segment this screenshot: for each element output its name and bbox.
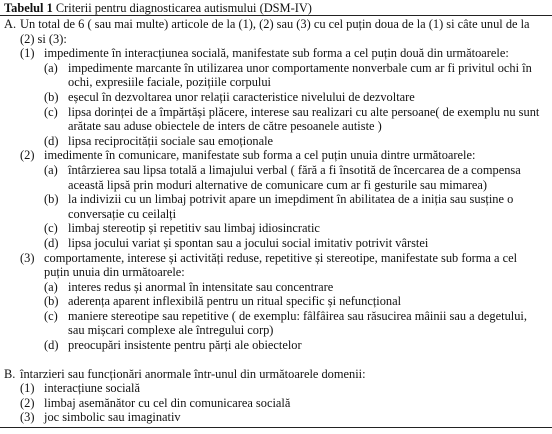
- table-caption-label: Tabelul 1: [4, 1, 53, 15]
- domain-item-text: limbaj asemănător cu cel din comunicarea socială: [44, 395, 291, 410]
- criterion-item-marker: (a): [44, 279, 58, 294]
- section-a: [0, 17, 552, 46]
- criterion-group-marker: (1): [20, 46, 35, 61]
- criterion-item: [0, 192, 552, 221]
- criterion-item-text: lipsa reciprocității sociale sau emoționale: [68, 133, 274, 148]
- criterion-item: [0, 221, 552, 236]
- criterion-item: [0, 280, 552, 295]
- criterion-item-marker: (c): [44, 308, 58, 323]
- criterion-item-text: interes redus și anormal în intensitate sau concentrare: [68, 279, 334, 294]
- criterion-item: [0, 309, 552, 338]
- table-caption: [4, 1, 548, 16]
- criterion-item-text: limbaj stereotip și repetitiv sau limbaj idiosincratic: [68, 221, 320, 236]
- criterion-item-marker: (c): [44, 104, 58, 119]
- criterion-item-text: eșecul în dezvoltarea unor relații caracteristice nivelului de dezvoltare: [68, 89, 415, 104]
- criterion-item: [0, 338, 552, 353]
- criterion-item-text: impedimente marcante în utilizarea unor comportamente nonverbale cum ar fi privitul ochi în ochi, expresiile faciale, pozițiile corpului: [68, 60, 532, 90]
- criterion-item: [0, 134, 552, 149]
- domain-item: [0, 381, 552, 396]
- criterion-item-marker: (b): [44, 89, 59, 104]
- criterion-group-marker: (2): [20, 148, 35, 163]
- criterion-item-marker: (d): [44, 133, 59, 148]
- criterion-item-text: la indivizii cu un limbaj potrivit apare un imepdiment în abilitatea de a iniția sau susține o conversație cu ceilalți: [68, 192, 514, 221]
- criterion-item-text: lipsa jocului variat și spontan sau a jocului social imitativ potrivit vârstei: [68, 235, 429, 250]
- criterion-item-marker: (a): [44, 60, 58, 75]
- domain-item-text: interacțiune socială: [44, 381, 140, 396]
- criterion-item-marker: (a): [44, 162, 58, 177]
- domain-item-marker: (2): [20, 395, 35, 410]
- criterion-group-text: comportamente, interese și activități reduse, repetitive și stereotipe, manifestate sub forma a cel puțin unuia din următoarele:: [44, 250, 518, 280]
- section-b-text: întarzieri sau funcționări anormale într-unul din următoarele domenii:: [20, 366, 366, 381]
- criterion-group-text: impedimente în interacțiunea socială, manifestate sub forma a cel puțin două din următoarele:: [44, 46, 509, 61]
- criterion-item-marker: (d): [44, 338, 59, 353]
- criterion-item: [0, 90, 552, 105]
- criterion-item-marker: (b): [44, 192, 59, 207]
- criterion-group-2: [0, 148, 552, 163]
- section-a-marker: A.: [4, 17, 17, 31]
- section-a-text: Un total de 6 ( sau mai multe) articole de la (1), (2) sau (3) cu cel puțin doua de la (1) si câte unul de la (2) si (3):: [20, 17, 530, 46]
- domain-item-marker: (3): [20, 410, 35, 425]
- criterion-item: [0, 294, 552, 309]
- criterion-group-text: imedimente în comunicare, manifestate sub forma a cel puțin unuia dintre următoarele:: [44, 148, 476, 163]
- criterion-item-marker: (c): [44, 221, 58, 236]
- criterion-item: [0, 163, 552, 192]
- domain-item: [0, 396, 552, 411]
- criterion-item-text: aderența aparent inflexibilă pentru un ritual specific și nefuncțional: [68, 294, 402, 309]
- criterion-group-1: [0, 46, 552, 61]
- criterion-item-text: preocupări insistente pentru părți ale obiectelor: [68, 338, 302, 353]
- criterion-item-text: maniere stereotipe sau repetitive ( de exemplu: fâlfâirea sau răsucirea mâinii sau a degetului, sau mișcari complexe ale întregului corp): [68, 308, 527, 338]
- criteria-body: [0, 17, 552, 425]
- criterion-item-marker: (d): [44, 235, 59, 250]
- section-b: [0, 367, 552, 382]
- domain-item-marker: (1): [20, 381, 35, 396]
- section-spacer: [0, 353, 552, 367]
- criterion-item-text: întârzierea sau lipsa totală a limajului verbal ( fără a fi însotită de încercarea de a compensa această lipsă prin moduri alternative de comunicare cum ar fi gesturile sau mimarea): [68, 162, 521, 192]
- domain-item-text: joc simbolic sau imaginativ: [44, 410, 181, 425]
- criterion-item: [0, 105, 552, 134]
- criterion-group-marker: (3): [20, 250, 35, 265]
- section-b-marker: B.: [4, 366, 16, 381]
- criterion-item: [0, 236, 552, 251]
- criterion-item-marker: (b): [44, 294, 59, 309]
- table-top-rule: [0, 15, 552, 16]
- criterion-item: [0, 61, 552, 90]
- domain-item: [0, 410, 552, 425]
- criterion-group-3: [0, 251, 552, 280]
- table-caption-title: Criterii pentru diagnosticarea autismului (DSM-IV): [55, 1, 312, 15]
- table-bottom-rule: [0, 427, 552, 428]
- criterion-item-text: lipsa dorinței de a împărtăși plăcere, interese sau realizari cu alte persoane( de exemplu nu sunt arătate sau aduse obiectele de inters de către pesoanele autiste ): [68, 104, 540, 134]
